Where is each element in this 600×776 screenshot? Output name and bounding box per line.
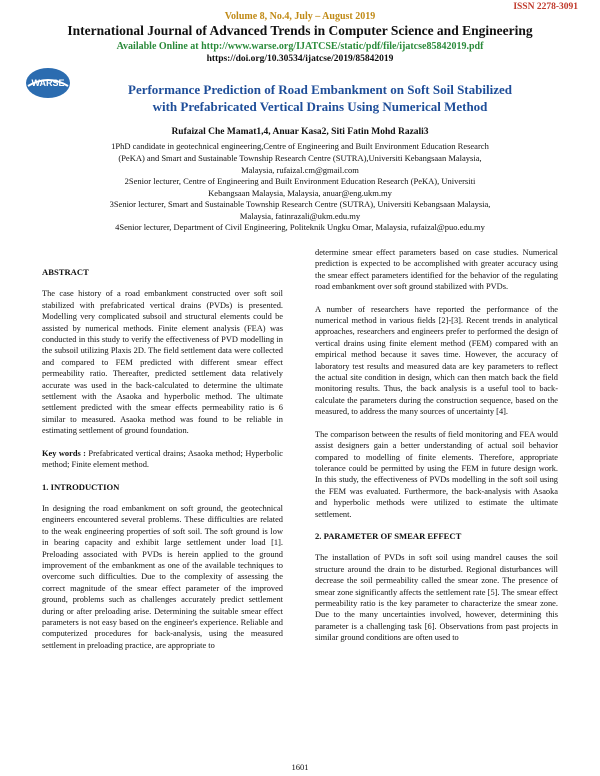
available-online-link[interactable]: Available Online at http://www.warse.org/IJATCSE/static/pdf/file/ijatcse85842019.pdf (116, 41, 484, 52)
affiliation-2b: Kebangsaan Malaysia, Malaysia, anuar@eng.ukm.my (208, 188, 392, 198)
affiliation-1b: (PeKA) and Smart and Sustainable Township Research Centre (SUTRA),Universiti Kebangsaan Malaysia, (118, 153, 482, 163)
affiliation-2a: 2Senior lecturer, Centre of Engineering and Built Environment Education Research (PeKA), Universiti (124, 176, 476, 186)
right-column (315, 247, 558, 655)
affiliation-3b: Malaysia, fatinrazali@ukm.edu.my (239, 211, 361, 221)
title-line-1: Performance Prediction of Road Embankment on Soft Soil Stabilized (128, 82, 512, 97)
journal-title: International Journal of Advanced Trends in Computer Science and Engineering (67, 23, 533, 38)
abstract-text: The case history of a road embankment constructed over soft soil stabilized with prefabricated vertical drains (PVDs) is presented. Modelling very complicated subsoil and structural elements could be assisted by numerical methods. Finite element analysis (FEA) was conducted in this study to verify the effectiveness of PVD modelling in the subsoil utilizing Plaxis 2D. The field settlement data were collected and compared to FEM predicted with different smear effect permeability ratio. Thereafter, predicted settlement data relatively accurate was used in the back-calculated to determine the ultimate settlement with the Asaoka and hyperbolic method. The ultimate settlement predicted with the smear effects permeability ratio is 6 similar to measured. Asaoka method was found to be reliable in estimating settlement of ground foundation. (42, 289, 283, 436)
affiliation-1a: 1PhD candidate in geotechnical engineering,Centre of Engineering and Built Environment Education Research (111, 141, 489, 151)
left-column (42, 267, 283, 662)
page-number: 1601 (291, 762, 309, 772)
title-line-2: with Prefabricated Vertical Drains Using Numerical Method (152, 99, 488, 114)
volume-line: Volume 8, No.4, July – August 2019 (224, 11, 376, 22)
affiliation-3a: 3Senior lecturer, Smart and Sustainable Township Research Centre (SUTRA), Universiti Kebangsaan Malaysia, (109, 199, 491, 209)
introduction-heading: 1. INTRODUCTION (42, 481, 120, 492)
author-list: Rufaizal Che Mamat1,4, Anuar Kasa2, Siti Fatin Mohd Razali3 (171, 127, 429, 137)
keywords (42, 448, 283, 471)
keywords-label: Key words : (42, 448, 86, 458)
warse-logo (24, 66, 72, 100)
paragraph-2: A number of researchers have reported the performance of the numerical method in various fields [2]-[3]. Recent trends in analytical approaches, researchers and engineers prefer to performed the design of vertical drains using finite element method (FEM) compared with an empirical method because it saves time. However, the accuracy of laboratory test results and measured data are key parameters to reflect the actual site condition in design, which can then match back the field monitoring results. Thus, the back analysis is a useful tool to back-calculate the parameters during the construction sequence, based on the measured, to address the many sources of uncertainty [4]. (315, 304, 558, 417)
affiliation-1c: Malaysia, rufaizal.cm@gmail.com (241, 165, 359, 175)
keywords-text: Prefabricated vertical drains; Asaoka method; Hyperbolic method; Finite element method. (42, 448, 283, 470)
logo-text: WARSE (31, 78, 65, 88)
paragraph-1: determine smear effect parameters based on case studies. Numerical prediction is expected to be accomplished with greater accuracy using the smear effect parameters identified for the behavior of the regulating road embankment over soft ground stabilized with PVDs. (315, 248, 558, 292)
paper-title (70, 81, 570, 115)
introduction-text: In designing the road embankment on soft ground, the geotechnical engineers encountered several problems. These difficulties are related to the weak engineering properties of soft soil. The soft ground is low in bearing capacity and exhibit large settlement under load [1]. Preloading associated with PVDs is herein applied to the ground improvement of the embankment as one of the available techniques to overcome such difficulties. Due to the complexity of assessing the correct magnitude of the smear effect parameter of the improved ground, problems such as challenges accurately predict settlement during or after preloading arise. Determining the suitable smear effect parameters is not easy based on the engineer's experience. Reliable and computerized procedures for back-analysis, using the measured settlement in preloading practice, are appropriate to (42, 503, 283, 650)
doi-link[interactable]: https://doi.org/10.30534/ijatcse/2019/85842019 (206, 54, 394, 64)
abstract-heading: ABSTRACT (42, 267, 89, 277)
issn-label: ISSN 2278-3091 (513, 2, 578, 12)
paragraph-3: The comparison between the results of field monitoring and FEA would assist designers gain a better understanding of actual soil behavior compared to modelling of finite elements. Therefore, appropriate tolerance could be permitted by using the FEM in future design work. In this study, the effectiveness of PVDs modelling in the soft soil using the FEM was evaluated. Furthermore, the back-analysis with Asaoka and hyperbolic methods were utilized to estimate the ultimate settlement. (315, 429, 558, 519)
paragraph-4: The installation of PVDs in soft soil using mandrel causes the soil structure around the drain to be disturbed. Regional disturbances will decrease the soil permeability called the smear zone. The presence of smear zone significantly affects the settlement rate [5]. The smear effect permeability ratio is the key parameter to characterize the smear zone. Due to the many uncertainties involved, however, determining this parameter is a challenging task [6]. Observations from past projects in similar ground conditions are often used to (315, 553, 558, 643)
affiliation-4: 4Senior lecturer, Department of Civil Engineering, Politeknik Ungku Omar, Malaysia, rufaizal@puo.edu.my (115, 222, 485, 232)
section-2-heading: 2. PARAMETER OF SMEAR EFFECT (315, 530, 462, 541)
